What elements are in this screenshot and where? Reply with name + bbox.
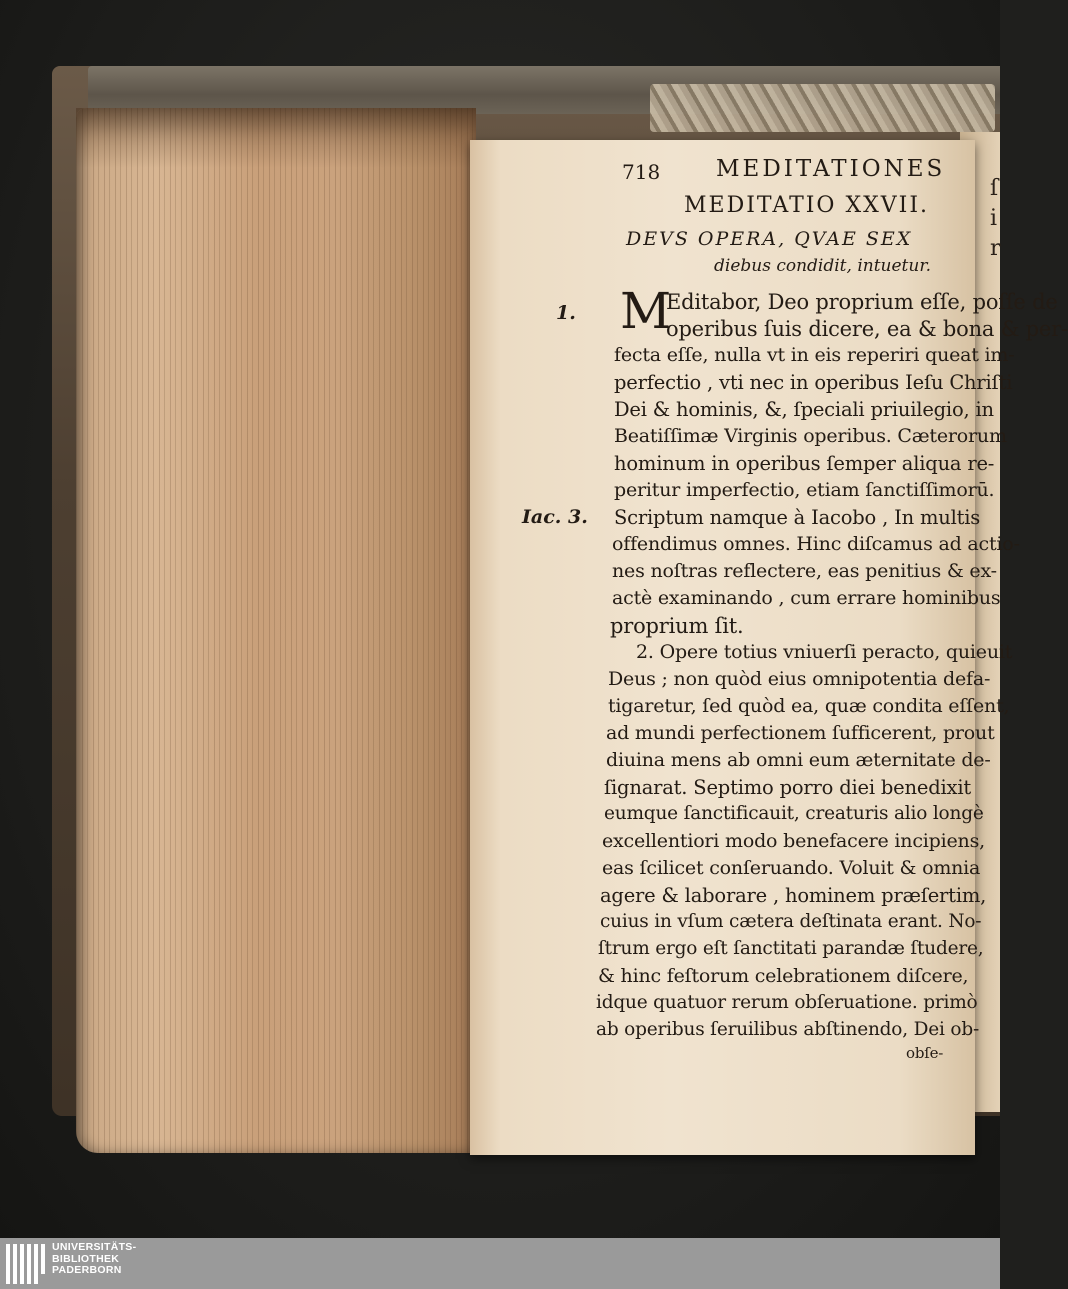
library-name-line3: PADERBORN	[52, 1264, 122, 1276]
library-name	[52, 1242, 136, 1277]
text-line: fecta eſſe, nulla vt in eis reperiri queat im-	[614, 344, 1015, 366]
text-line: eumque ſanctificauit, creaturis alio longè	[604, 803, 984, 824]
text-line: & hinc feſtorum celebrationem diſcere,	[598, 965, 969, 987]
next-page-char: r	[990, 236, 1001, 261]
text-line: actè examinando , cum errare hominibus	[612, 587, 1001, 609]
text-line: ſtrum ergo eſt ſanctitati parandæ ſtudere,	[598, 938, 984, 959]
text-line: 2. Opere totius vniuerſi peracto, quieuit	[636, 641, 1013, 663]
text-line: hominum in operibus ſemper aliqua re-	[614, 452, 995, 475]
text-line: Scriptum namque à Iacobo , In multis	[614, 506, 981, 529]
text-line: peritur imperfectio, etiam ſanctiſſimorū.	[614, 479, 995, 501]
library-name-line1: UNIVERSITÄTS-	[52, 1241, 137, 1253]
text-line: proprium ſit.	[610, 614, 744, 638]
text-line: tigaretur, ſed quòd ea, quæ condita eſſent,	[608, 695, 1010, 717]
drop-cap: M	[620, 282, 672, 340]
page-number: 718	[622, 160, 661, 184]
margin-note: Iac. 3.	[522, 506, 588, 528]
text-line: agere & laborare , hominem præſertim,	[600, 884, 987, 907]
library-footer-bar	[0, 1238, 1000, 1289]
text-line: eas ſcilicet conſeruando. Voluit & omnia	[602, 857, 981, 879]
library-name-line2: BIBLIOTHEK	[52, 1252, 120, 1265]
text-line: Deus ; non quòd eius omnipotentia defa-	[608, 668, 991, 690]
text-line: nes noſtras reflectere, eas penitius & ex-	[612, 560, 997, 582]
text-line: diuina mens ab omni eum æternitate de-	[606, 749, 991, 771]
catchword: obſe-	[906, 1044, 944, 1062]
text-line: Dei & hominis, &, ſpeciali priuilegio, in	[614, 398, 994, 421]
running-head: MEDITATIONES	[716, 156, 946, 182]
library-logo-icon	[6, 1244, 46, 1284]
meditation-subtitle: DEVS OPERA, QVAE SEX	[626, 228, 913, 250]
text-line: Editabor, Deo proprium eſſe, poſſe de	[666, 290, 1058, 314]
margin-note: 1.	[556, 302, 576, 324]
text-line: operibus ſuis dicere, ea & bona & per-	[666, 317, 1068, 341]
text-line: cuius in vſum cætera deſtinata erant. No-	[600, 911, 982, 932]
fore-edge-page-block	[76, 108, 476, 1153]
text-line: excellentiori modo benefacere incipiens,	[602, 830, 985, 852]
text-line: idque quatuor rerum obſeruatione. primò	[596, 992, 978, 1013]
text-line: Beatiſſimæ Virginis operibus. Cæterorum	[614, 425, 1007, 447]
text-line: ad mundi perfectionem ſufficerent, prout	[606, 722, 995, 744]
text-line: offendimus omnes. Hinc diſcamus ad actio-	[612, 533, 1020, 555]
text-line: perfectio , vti nec in operibus Ieſu Chriſti	[614, 371, 1013, 394]
meditation-subtitle-2: diebus condidit, intuetur.	[714, 256, 931, 276]
meditation-title: MEDITATIO XXVII.	[684, 193, 930, 218]
next-page-char: i	[990, 206, 998, 231]
book-headband	[650, 84, 995, 132]
text-line: ab operibus ſeruilibus abſtinendo, Dei ob-	[596, 1019, 980, 1040]
text-line: ſignarat. Septimo porro diei benedixit	[604, 776, 971, 799]
next-page-char: ſ	[990, 176, 999, 201]
